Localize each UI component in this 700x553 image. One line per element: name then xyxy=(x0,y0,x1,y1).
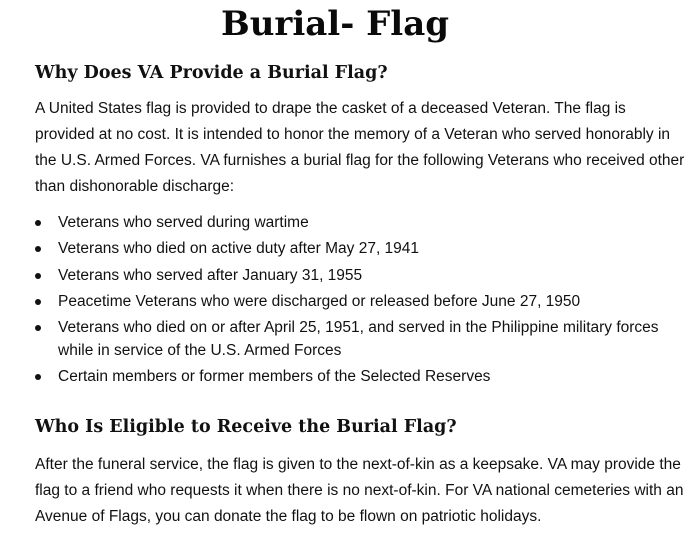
section-paragraph-why: A United States flag is provided to drape the casket of a deceased Veteran. The flag is provided at no cost. It is intended to honor the memory of a Veteran who served honorably in the U.S. Armed Forces. VA furnishes a burial flag for the following Veterans who received other than dishonorable discharge: xyxy=(35,100,685,195)
list-item-text: Veterans who died on or after April 25, 1951, and served in the Philippine military forces while in service of the U.S. Armed Forces xyxy=(58,319,659,359)
bullet-icon xyxy=(35,220,41,226)
bullet-icon xyxy=(35,273,41,279)
eligibility-bullet-list xyxy=(35,212,687,392)
list-item xyxy=(35,366,687,389)
list-item-text: Veterans who served during wartime xyxy=(58,214,309,231)
section-paragraph-who: After the funeral service, the flag is given to the next-of-kin as a keepsake. VA may provide the flag to a friend who requests it when there is no next-of-kin. For VA national cemeteries with an Avenue of Flags, you can donate the flag to be flown on patriotic holidays. xyxy=(35,456,684,525)
list-item xyxy=(35,238,687,261)
list-item-text: Veterans who served after January 31, 1955 xyxy=(58,266,363,284)
page-title: Burial- Flag xyxy=(220,4,450,44)
bullet-icon xyxy=(35,374,41,380)
list-item xyxy=(35,317,687,362)
bullet-icon xyxy=(35,246,41,252)
list-item xyxy=(35,212,687,235)
list-item-text: Certain members or former members of the Selected Reserves xyxy=(58,367,491,385)
list-item xyxy=(35,291,687,314)
bullet-icon xyxy=(35,325,41,331)
section-heading-who: Who Is Eligible to Receive the Burial Flag? xyxy=(35,417,457,437)
section-heading-why: Why Does VA Provide a Burial Flag? xyxy=(35,63,388,83)
list-item xyxy=(35,265,687,288)
bullet-icon xyxy=(35,299,41,305)
list-item-text: Peacetime Veterans who were discharged or released before June 27, 1950 xyxy=(58,292,581,310)
list-item-text: Veterans who died on active duty after May 27, 1941 xyxy=(58,240,420,258)
